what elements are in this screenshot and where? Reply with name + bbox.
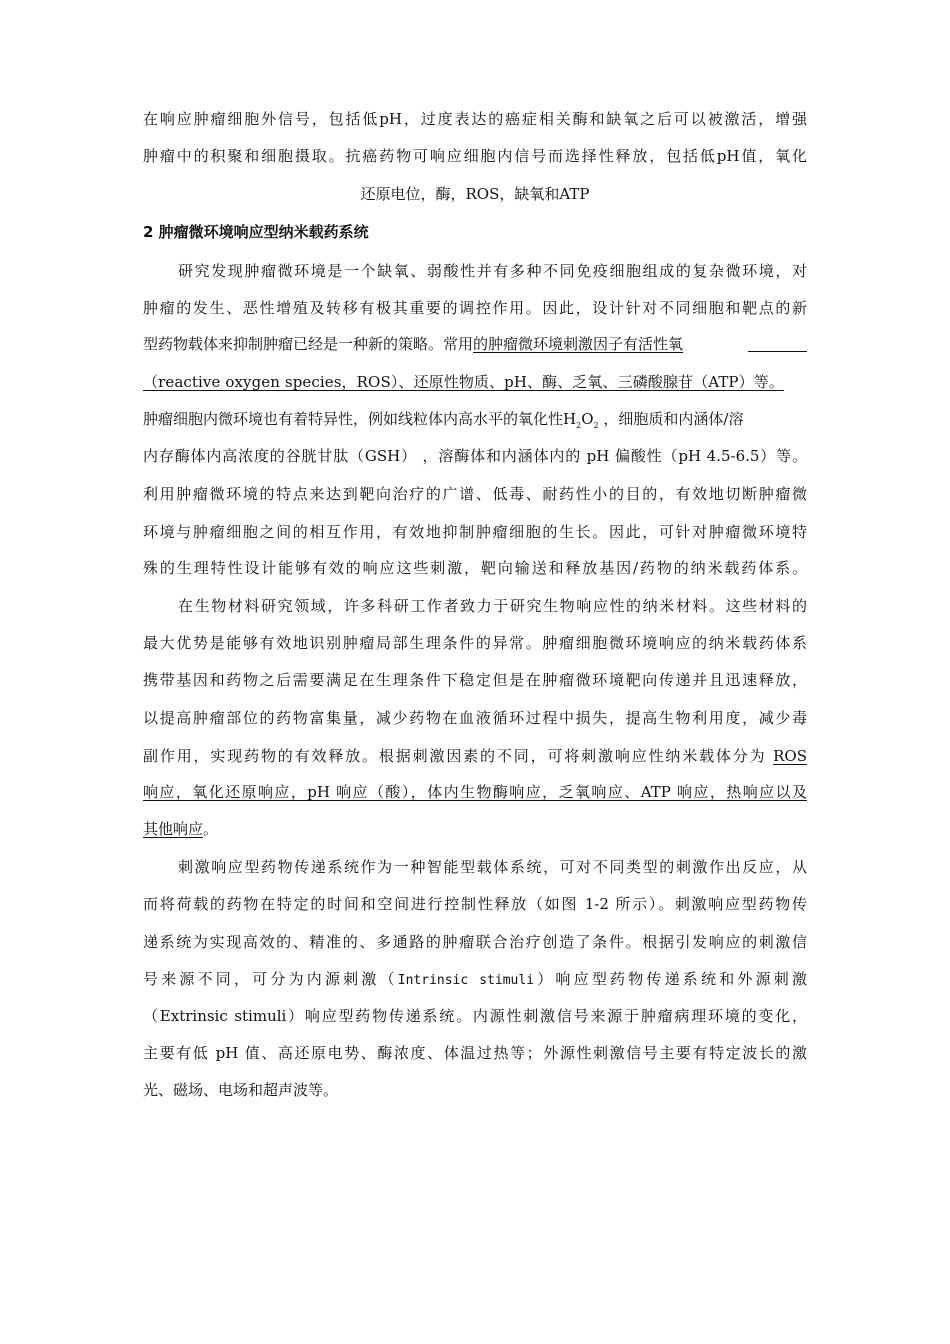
p1-line-3	[143, 334, 807, 354]
p1-line-3-text: 型药物载体来抑制肿瘤已经是一种新的策略。常用	[143, 335, 474, 353]
p2-line-1: 在生物材料研究领域，许多科研工作者致力于研究生物响应性的纳米材料。这些材料的	[178, 597, 807, 615]
p2-line-6: 响应，氧化还原响应，pH 响应（酸），体内生物酶响应，乏氧响应、ATP 响应，热响应以及	[143, 783, 807, 801]
p3-line-4	[143, 969, 807, 991]
p1-line-1: 研究发现肿瘤微环境是一个缺氧、弱酸性并有多种不同免疫细胞组成的复杂微环境，对	[178, 262, 807, 280]
p1-line-7: 利用肿瘤微环境的特点来达到靶向治疗的广谱、低毒、耐药性小的目的，有效地切断肿瘤微	[143, 485, 807, 503]
p2-line-7	[143, 819, 807, 839]
p3-line-4-text: 号来源不同，可分为内源刺激（	[143, 970, 398, 988]
p1-line-5-tail: ，细胞质和内涵体/溶	[603, 410, 744, 428]
h2o2-formula: $H_2O_2$	[563, 410, 599, 430]
p2-underlined-other: 其他响应	[143, 820, 204, 838]
p3-intrinsic-term: Intrinsic stimuli	[397, 973, 535, 988]
p2-line-2: 最大优势是能够有效地识别肿瘤局部生理条件的异常。肿瘤细胞微环境响应的纳米载药体系	[143, 634, 807, 652]
caption-line-2: 肿瘤中的积聚和细胞摄取。抗癌药物可响应细胞内信号而选择性释放，包括低pH值，氧化	[143, 147, 807, 165]
p2-line-7-tail: 。	[203, 820, 219, 838]
p3-line-1: 刺激响应型药物传递系统作为一种智能型载体系统，可对不同类型的刺激作出反应，从	[178, 858, 807, 876]
caption-line-1: 在响应肿瘤细胞外信号，包括低pH，过度表达的癌症相关酶和缺氧之后可以被激活，增强	[143, 110, 807, 128]
section-heading: 2 肿瘤微环境响应型纳米载药系统	[143, 223, 369, 241]
p1-line-5	[143, 409, 807, 436]
p3-line-2: 而将荷载的药物在特定的时间和空间进行控制性释放（如图 1-2 所示）。刺激响应型药物传	[143, 895, 807, 913]
p1-line-5-text: 肿瘤细胞内微环境也有着特异性，例如线粒体内高水平的氧化性	[143, 410, 564, 428]
p2-line-4: 以提高肿瘤部位的药物富集量，减少药物在血液循环过程中损失，提高生物利用度，减少毒	[143, 709, 807, 727]
p3-line-7: 光、磁场、电场和超声波等。	[143, 1081, 339, 1099]
p2-underlined-ros: ROS	[773, 747, 807, 765]
underline-rule	[748, 351, 807, 352]
p2-line-5	[143, 746, 807, 766]
p3-line-3: 递系统为实现高效的、精准的、多通路的肿瘤联合治疗创造了条件。根据引发响应的刺激信	[143, 933, 807, 951]
p3-line-4-tail: ）响应型药物传递系统和外源刺激	[534, 970, 807, 988]
p1-line-8: 环境与肿瘤细胞之间的相互作用，有效地抑制肿瘤细胞的生长。因此，可针对肿瘤微环境特	[143, 523, 807, 541]
p1-line-4: （reactive oxygen species，ROS）、还原性物质、pH、酶、乏氧、三磷酸腺苷（ATP）等。	[143, 373, 784, 391]
p1-line-9: 殊的生理特性设计能够有效的响应这些刺激，靶向输送和释放基因/药物的纳米载药体系。	[143, 559, 807, 577]
caption-line-3: 还原电位，酶，ROS，缺氧和ATP	[360, 185, 590, 203]
p1-underlined-text: 的肿瘤微环境刺激因子有活性氧	[473, 335, 684, 353]
p1-line-2: 肿瘤的发生、恶性增殖及转移有极其重要的调控作用。因此，设计针对不同细胞和靶点的新	[143, 299, 807, 317]
p2-line-5-text: 副作用，实现药物的有效释放。根据刺激因素的不同，可将刺激响应性纳米载体分为	[143, 747, 767, 765]
p3-line-5: （Extrinsic stimuli）响应型药物传递系统。内源性刺激信号来源于肿瘤病理环境的变化，	[143, 1007, 807, 1025]
p3-line-6: 主要有低 pH 值、高还原电势、酶浓度、体温过热等；外源性刺激信号主要有特定波长的激	[143, 1044, 807, 1062]
p2-line-3: 携带基因和药物之后需要满足在生理条件下稳定但是在肿瘤微环境靶向传递并且迅速释放，	[143, 671, 807, 689]
p1-line-6: 内存酶体内高浓度的谷胱甘肽（GSH） ，溶酶体和内涵体内的 pH 偏酸性（pH 4.5-6.5）等。	[143, 447, 807, 465]
